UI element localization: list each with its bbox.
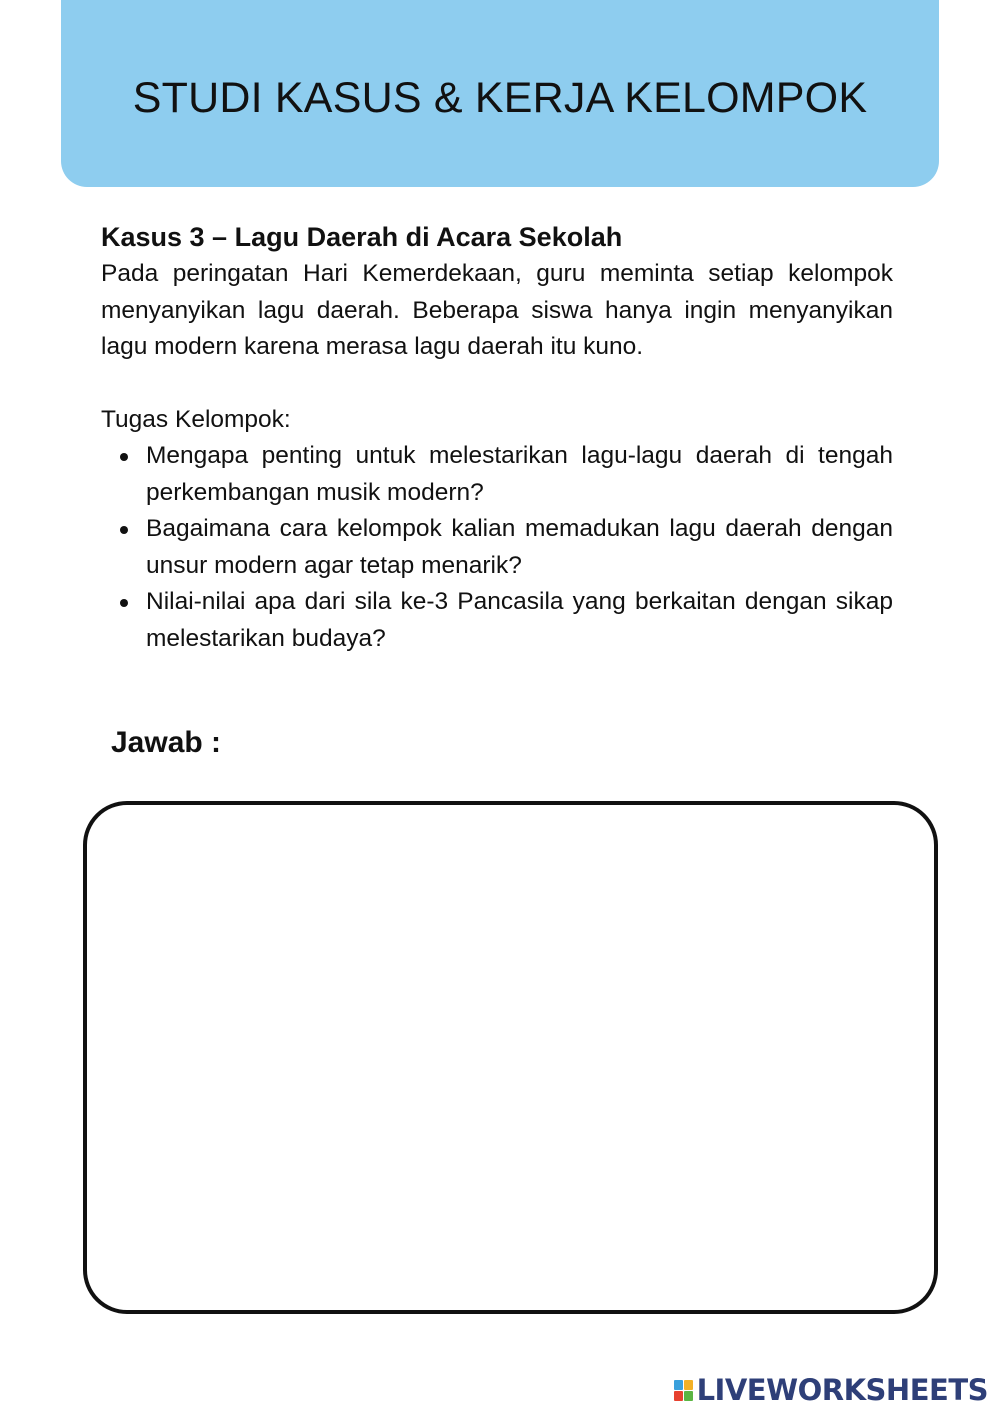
- logo-cell: [684, 1391, 693, 1401]
- footer-brand: [674, 1373, 988, 1407]
- case-description: Pada peringatan Hari Kemerdekaan, guru meminta setiap kelompok menyanyikan lagu daerah. Beberapa siswa hanya ingin menyanyikan lagu modern karena merasa lagu daerah itu kuno.: [101, 260, 893, 360]
- header-banner: [61, 0, 939, 187]
- task-label: Tugas Kelompok:: [101, 405, 291, 433]
- bullet-icon: [120, 599, 128, 607]
- brand-name: LIVEWORKSHEETS: [696, 1373, 988, 1407]
- case-section: [101, 218, 893, 657]
- logo-cell: [674, 1380, 683, 1390]
- bullet-icon: [120, 453, 128, 461]
- task-list: [101, 438, 893, 657]
- bullet-icon: [120, 526, 128, 534]
- task-item: [101, 438, 893, 511]
- answer-label: Jawab :: [111, 726, 222, 759]
- task-text: Nilai-nilai apa dari sila ke-3 Pancasila yang berkaitan dengan sikap melestarikan budaya?: [146, 588, 893, 652]
- page-title: STUDI KASUS & KERJA KELOMPOK: [132, 74, 868, 122]
- task-item: [101, 584, 893, 657]
- logo-cell: [674, 1391, 683, 1401]
- task-text: Bagaimana cara kelompok kalian memadukan lagu daerah dengan unsur modern agar tetap menarik?: [146, 515, 893, 579]
- liveworksheets-logo-icon: [674, 1380, 693, 1401]
- task-text: Mengapa penting untuk melestarikan lagu-lagu daerah di tengah perkembangan musik modern?: [146, 442, 893, 506]
- task-item: [101, 511, 893, 584]
- logo-cell: [684, 1380, 693, 1390]
- answer-input-box[interactable]: [83, 801, 938, 1314]
- case-title: Kasus 3 – Lagu Daerah di Acara Sekolah: [101, 222, 623, 252]
